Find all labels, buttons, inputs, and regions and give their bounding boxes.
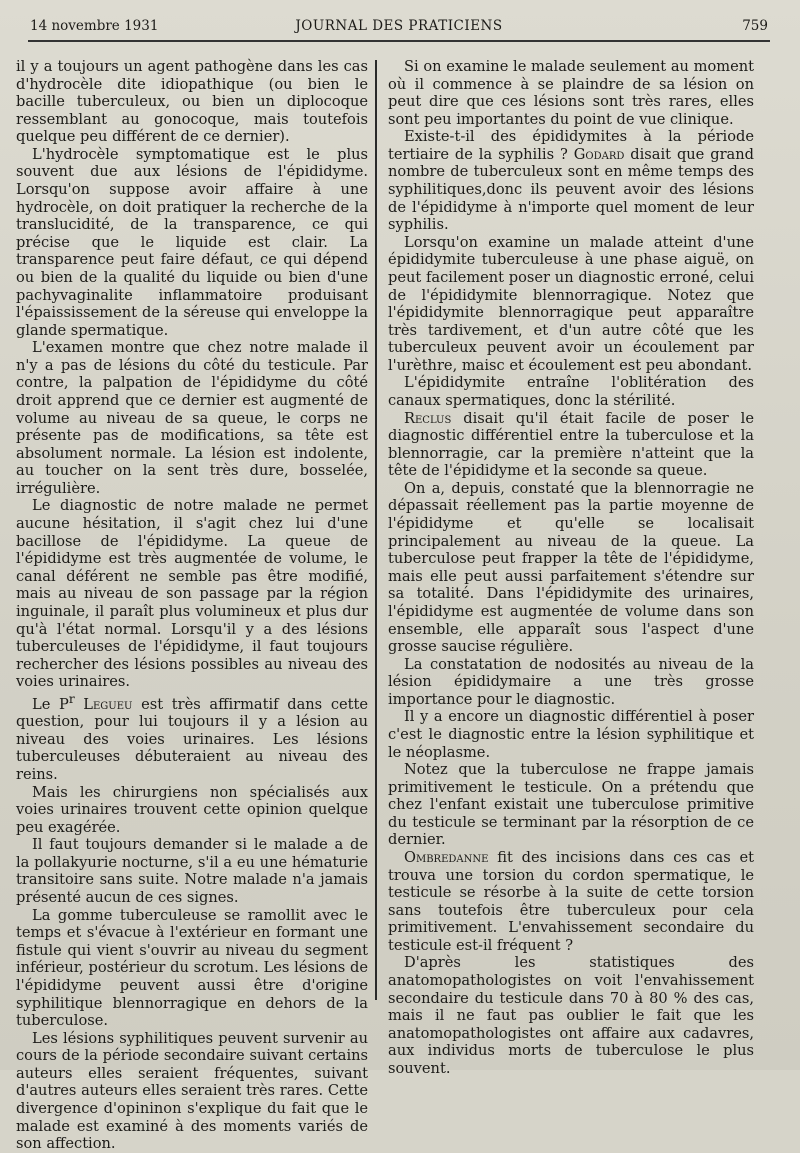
paragraph: L'hydrocèle symptomatique est le plus souvent due aux lésions de l'épididyme. Lorsqu'on suppose avoir affaire à une hydrocèle, on doit pratiquer la recherche de la translucidité, de la transparence, ce qui précise que le liquide est clair. La transparence peut faire défaut, ce qui dépend ou bien de la qualité du liquide ou bien d'une pachyvaginalite inflammatoire produisant l'épaississement de la séreuse qui enveloppe la glande spermatique.	[16, 145, 368, 339]
paragraph: Le diagnostic de notre malade ne permet aucune hésitation, il s'agit chez lui d'une bacillose de l'épididyme. La queue de l'épididyme est très augmentée de volume, le canal déférent ne semble pas être modifié, mais au niveau de son passage par la région inguinale, il paraît plus volumineux et plus dur qu'à l'état normal. Lorsqu'il y a des lésions tuberculeuses de l'épididyme, il faut toujours rechercher des lésions possibles au niveau des voies urinaires.	[16, 497, 368, 691]
paragraph: Lorsqu'on examine un malade atteint d'une épididymite tuberculeuse à une phase aiguë, on peut facilement poser un diagnostic erroné, celui de l'épididymite blennorragique. Notez que l'épididymite blennorragique peut apparaître très tardivement, et d'un autre côté que les tuberculeux peuvent avoir un écoulement par l'urèthre, maisc et écoulement est peu abondant.	[388, 233, 754, 374]
paragraph: Mais les chirurgiens non spécialisés aux voies urinaires trouvent cette opinion quelque peu exagérée.	[16, 783, 368, 836]
paragraph: L'épididymite entraîne l'oblitération des canaux spermatiques, donc la stérilité.	[388, 374, 754, 409]
column-divider	[375, 60, 377, 1000]
author-name: Legueu	[83, 695, 133, 713]
paragraph	[16, 691, 368, 784]
paragraph-text: Existe-t-il des épididymites à la période tertiaire de la syphilis ?	[388, 128, 754, 163]
paragraph-text: est très affirmatif dans cette question, pour lui toujours il y a lésion au niveau des voies urinaires. Les lésions tuberculeuses débuteraient au niveau des reins.	[16, 695, 368, 783]
paragraph: Il faut toujours demander si le malade a de la pollakyurie nocturne, s'il a eu une hématurie transitoire sans suite. Notre malade n'a jamais présenté aucun de ces signes.	[16, 836, 368, 907]
paragraph: Il y a encore un diagnostic différentiel à poser c'est le diagnostic entre la lésion syphilitique et le néoplasme.	[388, 708, 754, 761]
author-name: Reclus	[404, 409, 452, 427]
paragraph	[388, 410, 754, 480]
prefix-text: Le P	[32, 695, 69, 713]
paragraph: Notez que la tuberculose ne frappe jamais primitivement le testicule. On a prétendu que chez l'enfant existait une tuberculose primitive du testicule se terminant par la résorption de ce dernier.	[388, 761, 754, 849]
paragraph	[388, 849, 754, 954]
paragraph-text: fit des incisions dans ces cas et trouva une torsion du cordon spermatique, le testicule se résorbe à la suite de cette torsion sans toutefois être tuberculeux pour cela primitivement. L'envahissement secondaire du testicule est-il fréquent ?	[388, 849, 754, 954]
author-name: Ombredanne	[404, 849, 489, 867]
page-header	[30, 18, 768, 40]
page-number: 759	[742, 18, 768, 34]
issue-date: 14 novembre 1931	[30, 18, 159, 34]
paragraph	[388, 128, 754, 233]
paragraph-text: disait que grand nombre de tuberculeux sont en même temps des syphilitiques,donc ils peuvent avoir des lésions de l'épididyme à n'importe quel moment de leur syphilis.	[388, 145, 754, 234]
paragraph: il y a toujours un agent pathogène dans les cas d'hydrocèle dite idiopathique (ou bien le bacille tuberculeux, ou bien un diplocoque ressemblant au gonocoque, mais toutefois quelque peu différent de ce dernier).	[16, 58, 368, 146]
paragraph: L'examen montre que chez notre malade il n'y a pas de lésions du côté du testicule. Par contre, la palpation de l'épididyme du côté droit apprend que ce dernier est augmenté de volume au niveau de sa queue, le corps ne présente pas de modifications, sa tête est absolument normale. La lésion est indolente, au toucher on la sent très dure, bosselée, irrégulière.	[16, 339, 368, 497]
author-name: Godard	[573, 145, 625, 163]
paragraph: Si on examine le malade seulement au moment où il commence à se plaindre de sa lésion on peut dire que ces lésions sont très rares, elles sont peu importantes du point de vue clinique.	[388, 58, 754, 128]
paragraph: Les lésions syphilitiques peuvent survenir au cours de la période secondaire suivant certains auteurs elles seraient fréquentes, suivant d'autres auteurs elles seraient très rares. Cette divergence d'opininon s'explique du fait que le malade est examiné à des moments variés de son affection.	[16, 1029, 368, 1153]
paragraph-text: disait qu'il était facile de poser le diagnostic différentiel entre la tuberculose et la blennorragie, car la première n'atteint que la tête de l'épididyme et la seconde sa queue.	[388, 409, 754, 480]
paragraph: On a, depuis, constaté que la blennorragie ne dépassait réellement pas la partie moyenne de l'épididyme et qu'elle se localisait principalement au niveau de la queue. La tuberculose peut frapper la tête de l'épididyme, mais elle peut aussi parfaitement s'étendre sur sa totalité. Dans l'épididymite des urinaires, l'épididyme est augmentée de volume dans son ensemble, elle apparaît sous l'aspect d'une grosse saucise régulière.	[388, 479, 754, 656]
paragraph: D'après les statistiques des anatomopathologistes on voit l'envahissement secondaire du testicule dans 70 à 80 % des cas, mais il ne faut pas oublier le fait que les anatomopathologistes ont affaire aux cadavres, aux individus morts de tuberculose le plus souvent.	[388, 954, 754, 1077]
paragraph: La constatation de nodosités au niveau de la lésion épididymaire a une très grosse importance pour le diagnostic.	[388, 655, 754, 708]
journal-title: JOURNAL DES PRATICIENS	[295, 18, 503, 34]
superscript: r	[68, 691, 75, 706]
header-rule	[28, 40, 770, 42]
left-column	[16, 58, 368, 1153]
right-column	[388, 58, 754, 1078]
paragraph: La gomme tuberculeuse se ramollit avec le temps et s'évacue à l'extérieur en formant une fistule qui vient s'ouvrir au niveau du segment inférieur, postérieur du scrotum. Les lésions de l'épididyme peuvent aussi être d'origine syphilitique blennorragique en dehors de la tuberculose.	[16, 906, 368, 1030]
